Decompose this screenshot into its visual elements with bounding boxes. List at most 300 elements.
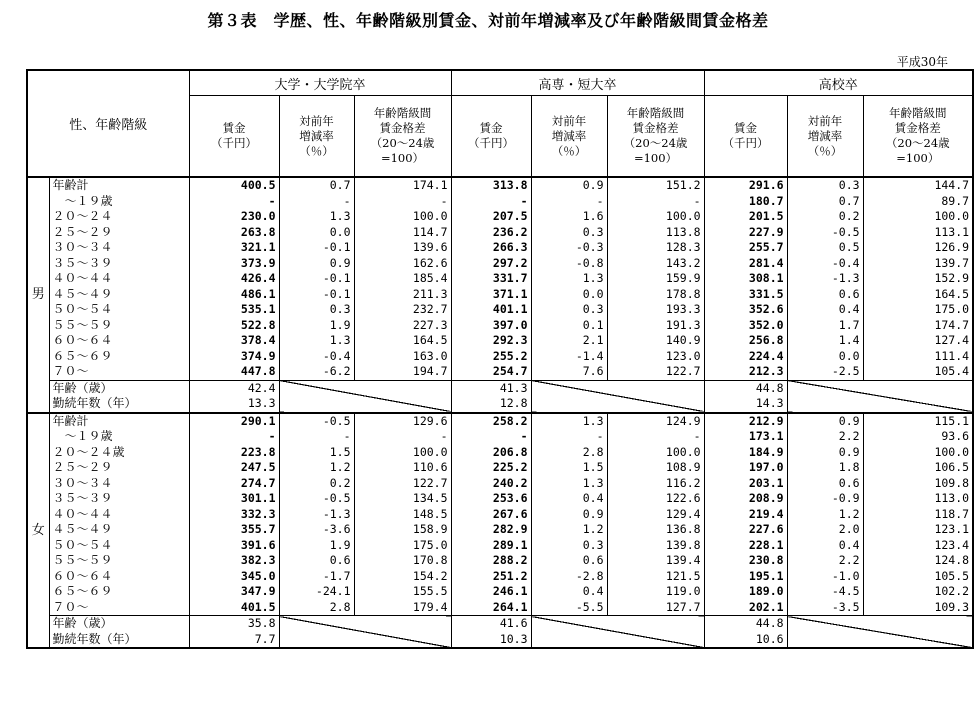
diff-cell: 211.3	[354, 287, 451, 303]
age-cell: 35.8	[189, 616, 279, 632]
table-row	[27, 522, 973, 538]
change-cell: 1.6	[531, 209, 607, 225]
change-cell: 0.9	[279, 256, 354, 272]
diff-cell: 100.0	[863, 445, 973, 461]
col-header-wage: 賃金 （千円）	[189, 96, 279, 178]
diff-cell: 185.4	[354, 271, 451, 287]
row-label: ４０～４４	[49, 271, 189, 287]
wage-cell: 426.4	[189, 271, 279, 287]
change-cell: -0.9	[787, 491, 863, 507]
wage-cell: 486.1	[189, 287, 279, 303]
diff-cell: -	[607, 429, 704, 445]
col-header-diff: 年齢階級間 賃金格差 （20～24歳 =100）	[863, 96, 973, 178]
change-cell: 1.2	[531, 522, 607, 538]
diff-cell: 106.5	[863, 460, 973, 476]
wage-cell: 371.1	[451, 287, 531, 303]
wage-cell: 184.9	[704, 445, 787, 461]
diff-cell: 105.5	[863, 569, 973, 585]
table-row	[27, 429, 973, 445]
change-cell: 1.9	[279, 538, 354, 554]
diff-cell: 109.3	[863, 600, 973, 616]
diff-cell: 136.8	[607, 522, 704, 538]
age-cell: 44.8	[704, 616, 787, 632]
diff-cell: 110.6	[354, 460, 451, 476]
row-label: ５５～５９	[49, 553, 189, 569]
row-label: ３５～３９	[49, 256, 189, 272]
table-row	[27, 476, 973, 492]
wage-table	[26, 69, 974, 649]
table-row	[27, 413, 973, 430]
age-cell: 44.8	[704, 380, 787, 396]
change-cell: 2.0	[787, 522, 863, 538]
change-cell: -1.0	[787, 569, 863, 585]
diff-cell: 121.5	[607, 569, 704, 585]
diff-cell: 174.1	[354, 177, 451, 194]
diff-cell: 118.7	[863, 507, 973, 523]
change-cell: 0.7	[279, 177, 354, 194]
change-cell: 0.9	[787, 413, 863, 430]
diff-cell: 164.5	[863, 287, 973, 303]
diff-cell: 105.4	[863, 364, 973, 380]
wage-cell: 180.7	[704, 194, 787, 210]
change-cell: -0.5	[787, 225, 863, 241]
diff-cell: 174.7	[863, 318, 973, 334]
row-label: ６０～６４	[49, 569, 189, 585]
wage-cell: 267.6	[451, 507, 531, 523]
wage-cell: 291.6	[704, 177, 787, 194]
change-cell: 1.3	[531, 413, 607, 430]
table-row	[27, 538, 973, 554]
change-cell: 1.8	[787, 460, 863, 476]
row-label: ６５～６９	[49, 584, 189, 600]
wage-cell: 281.4	[704, 256, 787, 272]
age-row	[27, 616, 973, 632]
tenure-cell: 10.6	[704, 632, 787, 649]
change-cell: -3.6	[279, 522, 354, 538]
change-cell: 0.6	[531, 553, 607, 569]
diff-cell: 122.7	[607, 364, 704, 380]
diff-cell: 194.7	[354, 364, 451, 380]
corner-header: 性、年齢階級	[27, 70, 189, 177]
diff-cell: 143.2	[607, 256, 704, 272]
diff-cell: 122.6	[607, 491, 704, 507]
row-label: ４０～４４	[49, 507, 189, 523]
change-cell: 0.9	[787, 445, 863, 461]
diff-cell: 232.7	[354, 302, 451, 318]
sex-label: 男	[27, 177, 49, 413]
wage-cell: 202.1	[704, 600, 787, 616]
tenure-cell: 14.3	[704, 396, 787, 413]
change-cell: -6.2	[279, 364, 354, 380]
wage-cell: 219.4	[704, 507, 787, 523]
diff-cell: 100.0	[354, 209, 451, 225]
diff-cell: 140.9	[607, 333, 704, 349]
diff-cell: 139.4	[607, 553, 704, 569]
row-label: ７０～	[49, 364, 189, 380]
wage-cell: 400.5	[189, 177, 279, 194]
diff-cell: 227.3	[354, 318, 451, 334]
change-cell: -	[531, 429, 607, 445]
wage-cell: 236.2	[451, 225, 531, 241]
wage-cell: 274.7	[189, 476, 279, 492]
wage-cell: 246.1	[451, 584, 531, 600]
diff-cell: 113.1	[863, 225, 973, 241]
change-cell: 0.3	[531, 538, 607, 554]
row-label: 勤続年数（年）	[49, 396, 189, 413]
diff-cell: 123.1	[863, 522, 973, 538]
diff-cell: 113.8	[607, 225, 704, 241]
age-cell: 42.4	[189, 380, 279, 396]
change-cell: -0.4	[787, 256, 863, 272]
wage-cell: 256.8	[704, 333, 787, 349]
table-row	[27, 445, 973, 461]
diff-cell: 115.1	[863, 413, 973, 430]
row-label: ３０～３４	[49, 476, 189, 492]
wage-cell: 332.3	[189, 507, 279, 523]
change-cell: 1.3	[279, 209, 354, 225]
change-cell: -0.4	[279, 349, 354, 365]
change-cell: 1.5	[531, 460, 607, 476]
change-cell: -0.1	[279, 240, 354, 256]
diff-cell: 191.3	[607, 318, 704, 334]
change-cell: -3.5	[787, 600, 863, 616]
diff-cell: 193.3	[607, 302, 704, 318]
wage-cell: 173.1	[704, 429, 787, 445]
change-cell: -0.8	[531, 256, 607, 272]
change-cell: 7.6	[531, 364, 607, 380]
change-cell: 0.0	[787, 349, 863, 365]
diff-cell: 100.0	[863, 209, 973, 225]
wage-cell: 290.1	[189, 413, 279, 430]
diff-cell: 148.5	[354, 507, 451, 523]
diff-cell: 139.8	[607, 538, 704, 554]
tenure-cell: 13.3	[189, 396, 279, 413]
diff-cell: 144.7	[863, 177, 973, 194]
diff-cell: 108.9	[607, 460, 704, 476]
wage-cell: 397.0	[451, 318, 531, 334]
change-cell: -	[531, 194, 607, 210]
diff-cell: 129.6	[354, 413, 451, 430]
wage-cell: 254.7	[451, 364, 531, 380]
diagonal-blank-cell	[787, 380, 973, 413]
diff-cell: 111.4	[863, 349, 973, 365]
diff-cell: 127.4	[863, 333, 973, 349]
wage-cell: 345.0	[189, 569, 279, 585]
diff-cell: 152.9	[863, 271, 973, 287]
diff-cell: 123.0	[607, 349, 704, 365]
diff-cell: 139.7	[863, 256, 973, 272]
change-cell: 1.2	[279, 460, 354, 476]
change-cell: -1.4	[531, 349, 607, 365]
wage-cell: 382.3	[189, 553, 279, 569]
diff-cell: 162.6	[354, 256, 451, 272]
diff-cell: 114.7	[354, 225, 451, 241]
diff-cell: 175.0	[354, 538, 451, 554]
col-header-change: 対前年 増減率 （％）	[531, 96, 607, 178]
diff-cell: -	[354, 429, 451, 445]
age-row	[27, 380, 973, 396]
change-cell: 0.6	[279, 553, 354, 569]
wage-cell: 288.2	[451, 553, 531, 569]
wage-cell: -	[451, 429, 531, 445]
row-label: 勤続年数（年）	[49, 632, 189, 649]
row-label: ～１９歳	[49, 194, 189, 210]
table-row	[27, 364, 973, 380]
change-cell: -1.3	[787, 271, 863, 287]
tenure-cell: 7.7	[189, 632, 279, 649]
change-cell: 2.8	[279, 600, 354, 616]
wage-cell: 347.9	[189, 584, 279, 600]
col-header-wage: 賃金 （千円）	[451, 96, 531, 178]
wage-cell: 255.7	[704, 240, 787, 256]
wage-cell: 240.2	[451, 476, 531, 492]
table-row	[27, 256, 973, 272]
change-cell: 2.8	[531, 445, 607, 461]
diff-cell: 163.0	[354, 349, 451, 365]
change-cell: 0.0	[531, 287, 607, 303]
wage-cell: 282.9	[451, 522, 531, 538]
wage-cell: 230.0	[189, 209, 279, 225]
wage-cell: 227.9	[704, 225, 787, 241]
wage-cell: 266.3	[451, 240, 531, 256]
table-row	[27, 553, 973, 569]
table-row	[27, 302, 973, 318]
change-cell: -4.5	[787, 584, 863, 600]
change-cell: -1.3	[279, 507, 354, 523]
change-cell: -1.7	[279, 569, 354, 585]
diff-cell: 100.0	[354, 445, 451, 461]
wage-cell: -	[189, 429, 279, 445]
table-row	[27, 240, 973, 256]
change-cell: 0.4	[531, 584, 607, 600]
wage-cell: 225.2	[451, 460, 531, 476]
wage-cell: 212.3	[704, 364, 787, 380]
change-cell: 0.2	[787, 209, 863, 225]
diff-cell: 126.9	[863, 240, 973, 256]
diff-cell: 179.4	[354, 600, 451, 616]
wage-cell: 301.1	[189, 491, 279, 507]
row-label: ５０～５４	[49, 302, 189, 318]
table-row	[27, 569, 973, 585]
sex-label: 女	[27, 413, 49, 649]
diff-cell: -	[607, 194, 704, 210]
wage-cell: 352.6	[704, 302, 787, 318]
row-label: ５５～５９	[49, 318, 189, 334]
wage-cell: 197.0	[704, 460, 787, 476]
row-label: 年齢計	[49, 413, 189, 430]
group-header-junior-college: 高専・短大卒	[451, 70, 704, 96]
change-cell: -0.5	[279, 413, 354, 430]
change-cell: 0.4	[787, 302, 863, 318]
change-cell: 0.4	[787, 538, 863, 554]
diff-cell: 127.7	[607, 600, 704, 616]
change-cell: 1.3	[531, 271, 607, 287]
wage-cell: 255.2	[451, 349, 531, 365]
diagonal-blank-cell	[279, 616, 451, 649]
row-label: 年齢（歳）	[49, 380, 189, 396]
diff-cell: 159.9	[607, 271, 704, 287]
wage-cell: 401.1	[451, 302, 531, 318]
table-row	[27, 287, 973, 303]
wage-cell: 308.1	[704, 271, 787, 287]
col-header-diff: 年齢階級間 賃金格差 （20～24歳 =100）	[354, 96, 451, 178]
wage-cell: 201.5	[704, 209, 787, 225]
diagonal-blank-cell	[279, 380, 451, 413]
wage-cell: 263.8	[189, 225, 279, 241]
change-cell: 0.5	[787, 240, 863, 256]
row-label: ３５～３９	[49, 491, 189, 507]
row-label: 年齢（歳）	[49, 616, 189, 632]
wage-cell: -	[451, 194, 531, 210]
wage-cell: 331.5	[704, 287, 787, 303]
change-cell: 0.3	[787, 177, 863, 194]
wage-cell: 447.8	[189, 364, 279, 380]
col-header-wage: 賃金 （千円）	[704, 96, 787, 178]
change-cell: 0.3	[531, 302, 607, 318]
wage-cell: 289.1	[451, 538, 531, 554]
row-label: ～１９歳	[49, 429, 189, 445]
diff-cell: 109.8	[863, 476, 973, 492]
age-cell: 41.3	[451, 380, 531, 396]
change-cell: 0.3	[279, 302, 354, 318]
wage-cell: 292.3	[451, 333, 531, 349]
diff-cell: 170.8	[354, 553, 451, 569]
wage-cell: 223.8	[189, 445, 279, 461]
table-row	[27, 177, 973, 194]
diff-cell: 178.8	[607, 287, 704, 303]
table-row	[27, 600, 973, 616]
wage-cell: 331.7	[451, 271, 531, 287]
wage-cell: 391.6	[189, 538, 279, 554]
diff-cell: -	[354, 194, 451, 210]
wage-cell: 207.5	[451, 209, 531, 225]
wage-cell: 401.5	[189, 600, 279, 616]
wage-cell: 195.1	[704, 569, 787, 585]
tenure-cell: 12.8	[451, 396, 531, 413]
change-cell: 0.6	[787, 287, 863, 303]
wage-cell: 378.4	[189, 333, 279, 349]
wage-cell: 258.2	[451, 413, 531, 430]
tenure-cell: 10.3	[451, 632, 531, 649]
diff-cell: 164.5	[354, 333, 451, 349]
diff-cell: 113.0	[863, 491, 973, 507]
table-row	[27, 460, 973, 476]
change-cell: -5.5	[531, 600, 607, 616]
diff-cell: 155.5	[354, 584, 451, 600]
group-header-high-school: 高校卒	[704, 70, 973, 96]
wage-cell: 228.1	[704, 538, 787, 554]
change-cell: 2.2	[787, 553, 863, 569]
group-header-university: 大学・大学院卒	[189, 70, 451, 96]
table-title: 第３表 学歴、性、年齢階級別賃金、対前年増減率及び年齢階級間賃金格差	[207, 11, 769, 30]
change-cell: 0.2	[279, 476, 354, 492]
diagonal-blank-cell	[531, 616, 704, 649]
change-cell: 1.7	[787, 318, 863, 334]
wage-cell: 522.8	[189, 318, 279, 334]
change-cell: 0.4	[531, 491, 607, 507]
diagonal-blank-cell	[787, 616, 973, 649]
change-cell: 1.9	[279, 318, 354, 334]
diff-cell: 175.0	[863, 302, 973, 318]
change-cell: 0.1	[531, 318, 607, 334]
change-cell: -0.1	[279, 287, 354, 303]
diff-cell: 151.2	[607, 177, 704, 194]
wage-cell: 189.0	[704, 584, 787, 600]
diff-cell: 124.8	[863, 553, 973, 569]
table-row	[27, 209, 973, 225]
diff-cell: 134.5	[354, 491, 451, 507]
col-header-change: 対前年 増減率 （％）	[279, 96, 354, 178]
col-header-change: 対前年 増減率 （％）	[787, 96, 863, 178]
row-label: ２０～２４歳	[49, 445, 189, 461]
table-row	[27, 491, 973, 507]
table-row	[27, 507, 973, 523]
change-cell: -	[279, 194, 354, 210]
change-cell: -	[279, 429, 354, 445]
table-row	[27, 271, 973, 287]
change-cell: 0.6	[787, 476, 863, 492]
diff-cell: 129.4	[607, 507, 704, 523]
table-row	[27, 333, 973, 349]
row-label: ２５～２９	[49, 225, 189, 241]
wage-cell: 206.8	[451, 445, 531, 461]
change-cell: 0.9	[531, 507, 607, 523]
wage-cell: 373.9	[189, 256, 279, 272]
change-cell: 1.4	[787, 333, 863, 349]
change-cell: 2.2	[787, 429, 863, 445]
wage-cell: -	[189, 194, 279, 210]
diff-cell: 93.6	[863, 429, 973, 445]
diff-cell: 128.3	[607, 240, 704, 256]
wage-cell: 297.2	[451, 256, 531, 272]
wage-cell: 251.2	[451, 569, 531, 585]
diff-cell: 123.4	[863, 538, 973, 554]
row-label: ２５～２９	[49, 460, 189, 476]
diff-cell: 158.9	[354, 522, 451, 538]
change-cell: -2.8	[531, 569, 607, 585]
change-cell: -2.5	[787, 364, 863, 380]
change-cell: -0.5	[279, 491, 354, 507]
wage-cell: 535.1	[189, 302, 279, 318]
change-cell: 1.3	[279, 333, 354, 349]
wage-cell: 313.8	[451, 177, 531, 194]
row-label: 年齢計	[49, 177, 189, 194]
row-label: ５０～５４	[49, 538, 189, 554]
table-row	[27, 225, 973, 241]
diff-cell: 100.0	[607, 209, 704, 225]
row-label: ３０～３４	[49, 240, 189, 256]
change-cell: -0.3	[531, 240, 607, 256]
change-cell: -0.1	[279, 271, 354, 287]
wage-cell: 253.6	[451, 491, 531, 507]
table-row	[27, 194, 973, 210]
wage-cell: 212.9	[704, 413, 787, 430]
year-note: 平成30年	[896, 55, 948, 69]
row-label: ６０～６４	[49, 333, 189, 349]
diagonal-blank-cell	[531, 380, 704, 413]
table-row	[27, 318, 973, 334]
row-label: ４５～４９	[49, 287, 189, 303]
diff-cell: 154.2	[354, 569, 451, 585]
change-cell: 1.5	[279, 445, 354, 461]
table-row	[27, 349, 973, 365]
diff-cell: 100.0	[607, 445, 704, 461]
diff-cell: 116.2	[607, 476, 704, 492]
row-label: ７０～	[49, 600, 189, 616]
diff-cell: 122.7	[354, 476, 451, 492]
wage-cell: 247.5	[189, 460, 279, 476]
diff-cell: 139.6	[354, 240, 451, 256]
